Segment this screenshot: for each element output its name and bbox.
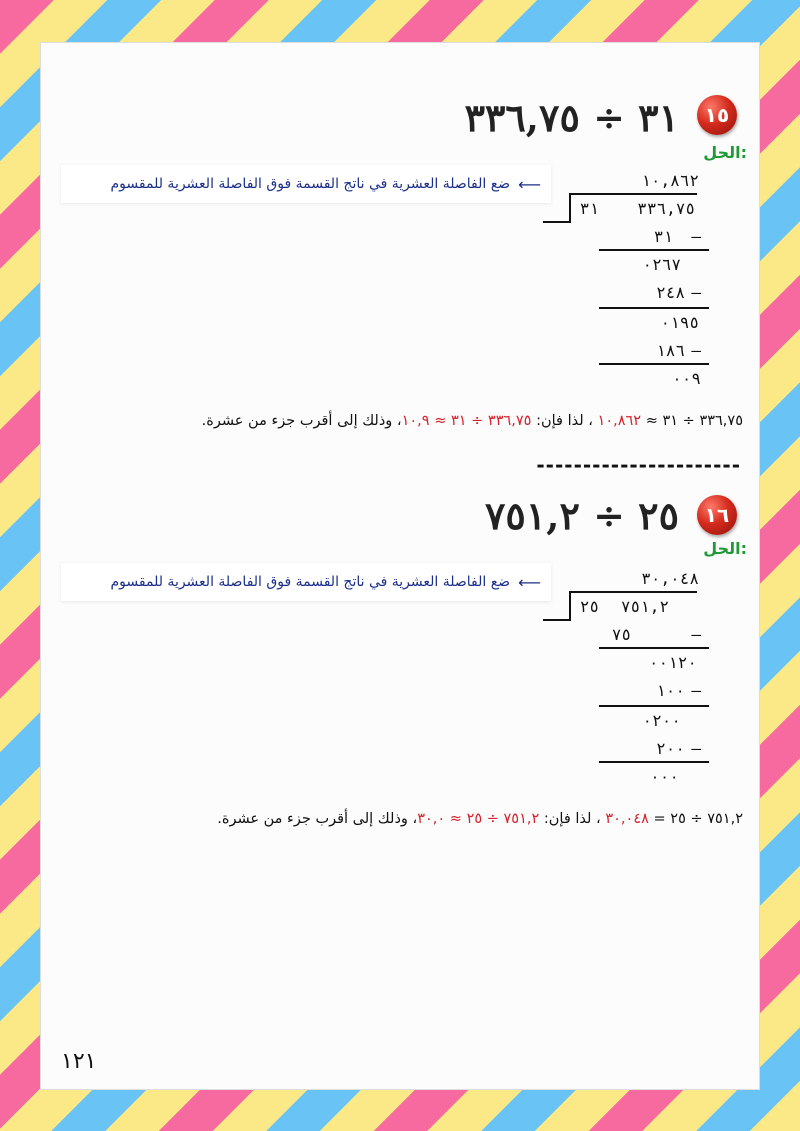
problem-15-step2-remainder: ٠١٩٥	[660, 313, 699, 332]
problem-15-step3-subtrahend: ١٨٦	[656, 341, 685, 360]
section-separator: ----------------------	[536, 453, 741, 477]
arrow-left-icon: ⟵	[518, 572, 541, 592]
problem-15-division-bracket	[569, 193, 571, 223]
problem-16-step2-subtrahend: ١٠٠	[656, 681, 685, 700]
problem-16-step1-minus: –	[691, 625, 703, 644]
problem-15-hint-text: ضع الفاصلة العشرية في ناتج القسمة فوق الفاصلة العشرية للمقسوم	[110, 176, 511, 192]
problem-15-result-rounded: ٣٣٦,٧٥ ÷ ٣١ ≈ ١٠,٩	[401, 413, 532, 429]
problem-15-step2-line	[599, 307, 709, 309]
problem-15-step3-remainder: ٠٠٩	[672, 369, 701, 388]
problem-16-step1-line	[599, 647, 709, 649]
problem-16-result-quotient: ٣٠,٠٤٨	[605, 811, 649, 827]
problem-15-step1-remainder: ٠٢٦٧	[642, 255, 681, 274]
problem-16-division-bracket	[569, 591, 571, 621]
problem-16-step2-line	[599, 705, 709, 707]
problem-16-solution-label: الحل:	[703, 539, 747, 558]
problem-16-step3-line	[599, 761, 709, 763]
problem-15-division-bar	[569, 193, 697, 195]
problem-15-result-quotient: ١٠,٨٦٢	[597, 413, 642, 429]
problem-15-step2-subtrahend: ٢٤٨	[656, 283, 685, 302]
problem-16-quotient: ٣٠,٠٤٨	[641, 569, 699, 588]
problem-15-bracket-foot	[543, 221, 571, 223]
problem-16-number-badge: ١٦	[697, 495, 737, 535]
problem-16-result-sentence	[217, 811, 743, 827]
problem-16-dividend: ٧٥١,٢	[620, 597, 669, 616]
problem-16-step1-remainder: ٠٠١٢٠	[648, 653, 697, 672]
problem-15-result-part5: ، وذلك إلى أقرب جزء من عشرة.	[201, 413, 402, 429]
problem-16-bracket-foot	[543, 619, 571, 621]
problem-16-hint	[61, 563, 551, 601]
problem-15-step1-line	[599, 249, 709, 251]
problem-16-result-part3: ، لذا فإن:	[539, 811, 606, 827]
problem-16-step1-subtrahend: ٧٥	[611, 625, 631, 644]
arrow-left-icon: ⟵	[518, 174, 541, 194]
worksheet-page	[40, 42, 760, 1090]
problem-15-title: ٣١ ÷ ٣٣٦,٧٥	[464, 95, 679, 140]
problem-15-step1-subtrahend: ٣١	[653, 227, 673, 246]
problem-15-divisor: ٣١	[579, 199, 599, 218]
problem-15-number-badge: ١٥	[697, 95, 737, 135]
problem-16-division-bar	[569, 591, 697, 593]
problem-15-step1-minus: –	[691, 227, 703, 246]
problem-16-step2-minus: –	[691, 681, 703, 700]
problem-15-result-sentence	[202, 413, 743, 429]
problem-15-result-part1: ٣٣٦,٧٥ ÷ ٣١ ≈	[641, 413, 743, 429]
problem-16-result-rounded: ٧٥١,٢ ÷ ٢٥ ≈ ٣٠,٠	[417, 811, 540, 827]
problem-16-divisor: ٢٥	[579, 597, 599, 616]
problem-15-quotient: ١٠,٨٦٢	[641, 171, 699, 190]
page-number: ١٢١	[61, 1049, 97, 1074]
problem-15-result-part3: ، لذا فإن:	[531, 413, 598, 429]
problem-16-title: ٢٥ ÷ ٧٥١,٢	[484, 493, 679, 538]
problem-15-solution-label: الحل:	[703, 143, 747, 162]
problem-15-hint	[61, 165, 551, 203]
problem-15-step3-line	[599, 363, 709, 365]
problem-15-dividend: ٣٣٦,٧٥	[637, 199, 695, 218]
problem-16-result-part5: ، وذلك إلى أقرب جزء من عشرة.	[217, 811, 418, 827]
problem-16-hint-text: ضع الفاصلة العشرية في ناتج القسمة فوق الفاصلة العشرية للمقسوم	[110, 574, 511, 590]
problem-16-step3-subtrahend: ٢٠٠	[656, 739, 685, 758]
problem-15-step3-minus: –	[691, 341, 703, 360]
problem-16-result-part1: ٧٥١,٢ ÷ ٢٥ =	[648, 811, 743, 827]
problem-16-step2-remainder: ٠٢٠٠	[642, 711, 681, 730]
problem-16-step3-minus: –	[691, 739, 703, 758]
problem-16-step3-remainder: ٠٠٠	[650, 767, 679, 786]
problem-15-step2-minus: –	[691, 283, 703, 302]
